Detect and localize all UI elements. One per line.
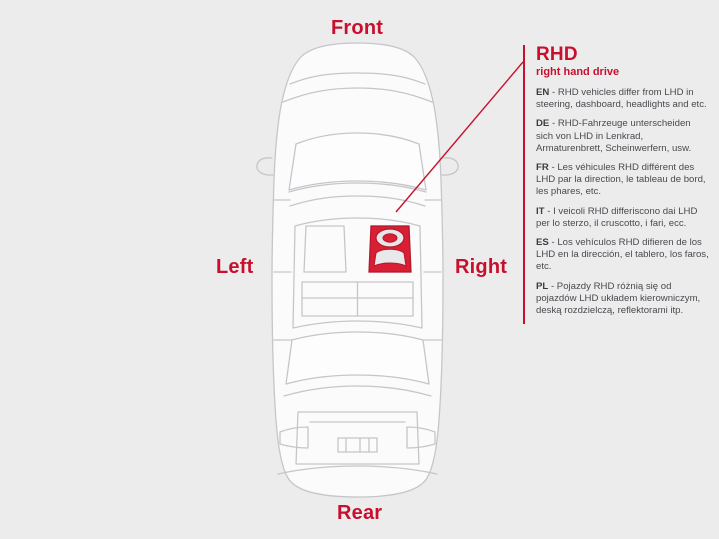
lang-code-en: EN (536, 87, 550, 98)
lang-block-fr (536, 162, 709, 199)
lang-text-de: - RHD-Fahrzeuge unterscheiden sich von LHD in Lenkrad, Armaturenbrett, Scheinwerfern, usw. (536, 118, 692, 154)
callout-title: RHD (536, 44, 578, 65)
car-top-view-illustration (250, 40, 465, 500)
direction-label-left: Left (216, 256, 254, 278)
lang-block-en (536, 87, 709, 111)
direction-label-front: Front (331, 17, 384, 39)
lang-code-es: ES (536, 237, 549, 249)
lang-block-pl (536, 281, 709, 318)
lang-block-de (536, 118, 709, 155)
direction-label-right: Right (455, 256, 508, 278)
lang-text-en: - RHD vehicles differ from LHD in steering, dashboard, headlights and etc. (536, 87, 707, 111)
lang-text-pl: - Pojazdy RHD różnią się od pojazdów LHD układem kierowniczym, deską rozdzielczą, reflektorami itp. (536, 280, 701, 317)
rhd-highlight-region (369, 226, 411, 272)
lang-block-it (536, 206, 709, 230)
lang-text-fr: - Les véhicules RHD différent des LHD par la direction, le tableau de bord, les phares, etc. (536, 162, 706, 198)
rhd-callout-panel (523, 45, 709, 324)
lang-block-es (536, 237, 709, 274)
direction-label-rear: Rear (337, 502, 383, 524)
callout-subtitle: right hand drive (536, 66, 620, 78)
lang-code-de: DE (536, 118, 550, 130)
lang-code-it: IT (536, 205, 545, 217)
lang-text-es: - Los vehículos RHD difieren de los LHD en la dirección, el tablero, los faros, etc. (536, 237, 709, 273)
lang-code-pl: PL (536, 280, 549, 292)
lang-text-it: - I veicoli RHD differiscono dai LHD per lo sterzo, il cruscotto, i fari, ecc. (536, 205, 698, 229)
lang-code-fr: FR (536, 162, 549, 174)
